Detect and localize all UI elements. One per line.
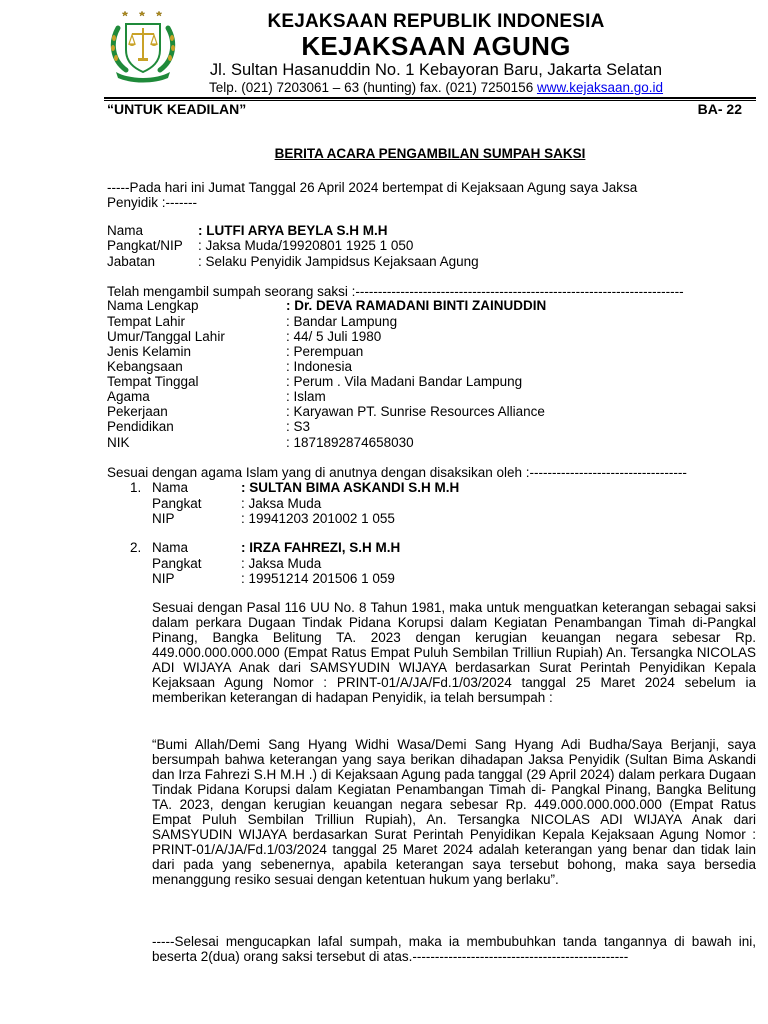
attestor-name-label: Nama: [152, 480, 189, 495]
witness-field-value: : Islam: [286, 389, 326, 404]
attestor-nip-label: NIP: [152, 571, 175, 586]
attestor-nip-label: NIP: [152, 511, 175, 526]
intro-line1: -----Pada hari ini Jumat Tanggal 26 April 2024 bertempat di Kejaksaan Agung saya Jaksa: [107, 180, 638, 195]
header-divider-thick: [104, 97, 756, 99]
witness-field-label: Pendidikan: [107, 419, 174, 434]
witness-field-value: : Dr. DEVA RAMADANI BINTI ZAINUDDIN: [286, 298, 547, 313]
witness-field-label: Pekerjaan: [107, 404, 168, 419]
witness-field-label: Agama: [107, 389, 150, 404]
website-link[interactable]: www.kejaksaan.go.id: [536, 80, 664, 95]
oath-paragraph: “Bumi Allah/Demi Sang Hyang Widhi Wasa/Demi Sang Hyang Adi Budha/Saya Berjanji, saya bersumpah bahwa keterangan yang saya berikan dihadapan Jaksa Penyidik (Sultan Bima Askandi dan Irza Fahrezi S.H M.H .) di Kejaksaan Agung pada tanggal (29 April 2024) dalam perkara Dugaan Tindak Pidana Korupsi dalam Kegiatan Penambangan Timah di- Pangkal Pinang, Bangka Belitung TA. 2023, dengan kerugian keuangan negara sebesar Rp. 449.000.000.000.000 (Empat Ratus Empat Puluh Sembilan Trilliun Rupiah), An. Tersangka NICOLAS ADI WIJAYA Anak dari SAMSYUDIN WIJAYA berdasarkan Surat Perintah Penyidikan Kepala Kejaksaan Agung Nomor : PRINT-01/A/JA/Fd.1/03/2024 tanggal 25 Maret 2024 adalah keterangan yang benar dan tidak lain dari pada yang sebenernya, apabila keterangan saya tersebut bohong, maka saya bersedia menanggung resiko sesuai dengan ketentuan hukum yang berlaku”.: [152, 737, 756, 887]
legal-basis-paragraph: Sesuai dengan Pasal 116 UU No. 8 Tahun 1981, maka untuk menguatkan keterangan sebagai saksi dalam perkara Dugaan Tindak Pidana Korupsi dalam Kegiatan Penambangan Timah di-Pangkal Pinang, Bangka Belitung TA. 2023 dengan kerugian keuangan negara sebesar Rp. 449.000.000.000.000 (Empat Ratus Empat Puluh Sembilan Trilliun Rupiah) An. Tersangka NICOLAS ADI WIJAYA Anak dari SAMSYUDIN WIJAYA berdasarkan Surat Perintah Penyidikan Kepala Kejaksaan Agung Nomor : PRINT-01/A/JA/Fd.1/03/2024 tanggal 25 Maret 2024 sebelum ia memberikan keterangan di hadapan Penyidik, ia telah bersumpah :: [152, 600, 756, 705]
investigator-position-value: : Selaku Penyidik Jampidsus Kejaksaan Agung: [198, 254, 479, 269]
witness-field-label: Jenis Kelamin: [107, 344, 192, 359]
witness-field-label: NIK: [107, 435, 130, 450]
attestor-name: : SULTAN BIMA ASKANDI S.H M.H: [241, 480, 460, 495]
attestor-nip: : 19941203 201002 1 055: [241, 511, 395, 526]
investigator-name-value: : LUTFI ARYA BEYLA S.H M.H: [198, 223, 388, 238]
kejaksaan-emblem-logo: [106, 8, 180, 84]
org-address: Jl. Sultan Hasanuddin No. 1 Kebayoran Baru, Jakarta Selatan: [209, 61, 663, 79]
investigator-rank-value: : Jaksa Muda/19920801 1925 1 050: [198, 238, 414, 253]
attestation-heading: Sesuai dengan agama Islam yang di anutnya dengan disaksikan oleh :-----------------------------------: [107, 465, 687, 480]
document-code: BA- 22: [697, 101, 742, 117]
org-name-line2: KEJAKSAAN AGUNG: [301, 31, 571, 61]
intro-line2: Penyidik :-------: [107, 195, 197, 210]
attestor-rank-label: Pangkat: [152, 556, 202, 571]
witness-field-label: Kebangsaan: [107, 359, 183, 374]
witness-field-value: : S3: [286, 419, 311, 434]
witness-field-label: Tempat Lahir: [107, 314, 186, 329]
witness-field-value: : Karyawan PT. Sunrise Resources Alliance: [286, 404, 545, 419]
witness-field-value: : 44/ 5 Juli 1980: [286, 329, 382, 344]
attestor-nip: : 19951214 201506 1 059: [241, 571, 395, 586]
org-contact: [176, 80, 696, 95]
witness-heading: Telah mengambil sumpah seorang saksi :-------------------------------------------------------------------------: [107, 284, 684, 299]
attestor-number: 2.: [130, 540, 142, 555]
attestor-rank: : Jaksa Muda: [241, 496, 322, 511]
investigator-rank-label: Pangkat/NIP: [107, 238, 183, 253]
investigator-position-label: Jabatan: [107, 254, 156, 269]
witness-field-label: Nama Lengkap: [107, 298, 199, 313]
witness-field-value: : Indonesia: [286, 359, 353, 374]
attestor-rank: : Jaksa Muda: [241, 556, 322, 571]
attestor-number: 1.: [130, 480, 142, 495]
attestor-name-label: Nama: [152, 540, 189, 555]
contact-text: Telp. (021) 7203061 – 63 (hunting) fax. (021) 7250156: [208, 80, 537, 95]
document-title: BERITA ACARA PENGAMBILAN SUMPAH SAKSI: [274, 146, 586, 161]
closing-paragraph: -----Selesai mengucapkan lafal sumpah, maka ia membubuhkan tanda tangannya di bawah ini, beserta 2(dua) orang saksi tersebut di atas.------------------------------------------------: [152, 934, 756, 964]
attestor-rank-label: Pangkat: [152, 496, 202, 511]
motto: “UNTUK KEADILAN”: [107, 101, 247, 117]
witness-field-value: : Perempuan: [286, 344, 364, 359]
investigator-name-label: Nama: [107, 223, 144, 238]
org-name-line1: KEJAKSAAN REPUBLIK INDONESIA: [267, 11, 605, 32]
witness-field-label: Tempat Tinggal: [107, 374, 199, 389]
attestor-name: : IRZA FAHREZI, S.H M.H: [241, 540, 401, 555]
witness-field-value: : Perum . Vila Madani Bandar Lampung: [286, 374, 523, 389]
witness-field-value: : Bandar Lampung: [286, 314, 398, 329]
witness-field-label: Umur/Tanggal Lahir: [107, 329, 225, 344]
witness-field-value: : 1871892874658030: [286, 435, 414, 450]
